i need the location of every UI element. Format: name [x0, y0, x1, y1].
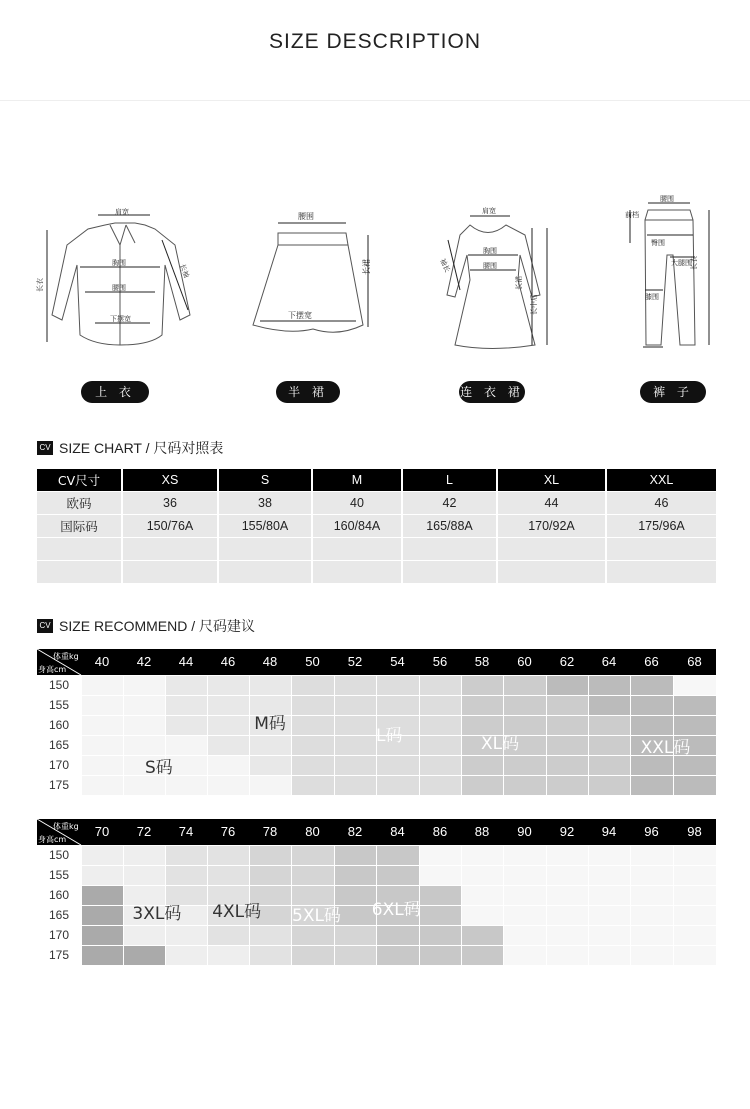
size-zone-label: XXL码: [640, 738, 691, 758]
weight-header-cell: 78: [262, 824, 278, 839]
weight-header-cell: 46: [220, 654, 236, 669]
recommend-cell: [589, 946, 630, 965]
recommend-cell: [292, 696, 334, 715]
weight-header-cell: 68: [687, 654, 702, 669]
table-row: [37, 538, 716, 561]
recommend-cell: [82, 926, 123, 945]
weight-header-cell: 70: [94, 824, 110, 839]
label-dress-waist: 腰围: [483, 262, 497, 270]
recommend-cell: [674, 926, 716, 945]
recommend-cell: [589, 866, 630, 885]
recommend-cell: [504, 926, 546, 945]
table-row: [37, 561, 716, 584]
recommend-cell: [589, 776, 630, 795]
corner-diagonal: [37, 649, 81, 675]
recommend-cell: [166, 776, 207, 795]
recommend-cell: [82, 736, 123, 755]
recommend-cell: [462, 926, 503, 945]
recommend-cell: [631, 886, 673, 905]
label-pants-hip: 臀围: [651, 239, 665, 247]
weight-header-cell: 96: [644, 824, 659, 839]
recommend-cell: [504, 866, 546, 885]
recommend-cell: [547, 776, 588, 795]
weight-header-cell: 72: [136, 824, 152, 839]
cv-badge: CV: [37, 441, 53, 455]
recommend-cell: [377, 756, 419, 775]
weight-header-cell: 86: [432, 824, 448, 839]
recommend-cell: [124, 676, 165, 695]
recommend-cell: [589, 906, 630, 925]
label-pants-waist: 腰围: [660, 195, 674, 203]
recommend-cell: [166, 676, 207, 695]
label-dress-shoulder: 肩宽: [482, 207, 496, 215]
table-cell: 160/84A: [312, 515, 402, 538]
recommend-cell: [589, 756, 630, 775]
recommend-cell: [377, 846, 419, 865]
size-zone-label: 4XL码: [212, 902, 262, 922]
recommend-cell: [547, 866, 588, 885]
recommend-cell: [674, 776, 716, 795]
cv-badge: CV: [37, 619, 53, 633]
recommend-cell: [292, 716, 334, 735]
recommend-cell: [166, 926, 207, 945]
recommend-cell: [547, 926, 588, 945]
weight-header-cell: 92: [559, 824, 575, 839]
recommend-cell: [420, 696, 461, 715]
label-dress-backlength: 长中后: [530, 294, 538, 315]
recommend-cell: [547, 756, 588, 775]
weight-header-cell: 94: [601, 824, 617, 839]
recommend-cell: [420, 676, 461, 695]
header-divider: [0, 100, 750, 101]
height-row-label: 150: [48, 848, 70, 862]
recommend-cell: [631, 906, 673, 925]
recommend-cell: [462, 886, 503, 905]
recommend-cell: [631, 926, 673, 945]
table-cell: 165/88A: [402, 515, 497, 538]
recommend-cell: [462, 756, 503, 775]
table-cell: 38: [218, 492, 312, 515]
recommend-cell: [292, 676, 334, 695]
table-cell: [497, 561, 606, 584]
recommend-cell: [208, 716, 249, 735]
recommend-cell: [674, 756, 716, 775]
recommend-cell: [462, 696, 503, 715]
recommend-cell: [208, 866, 249, 885]
header-cell: CV尺寸: [37, 469, 122, 492]
page-title: SIZE DESCRIPTION: [268, 30, 482, 53]
recommend-cell: [462, 866, 503, 885]
weight-header-cell: 98: [687, 824, 702, 839]
label-waist: 腰围: [112, 284, 126, 292]
recommend-cell: [589, 886, 630, 905]
recommend-cell: [335, 776, 376, 795]
recommend-cell: [335, 696, 376, 715]
weight-header-cell: 48: [262, 654, 278, 669]
recommend-cell: [631, 946, 673, 965]
shirt-diagram: [36, 205, 200, 355]
recommend-cell: [547, 906, 588, 925]
recommend-cell: [335, 736, 376, 755]
label-skirt-length: 长裙: [362, 259, 371, 275]
table-cell: [218, 561, 312, 584]
recommend-cell: [124, 866, 165, 885]
table-cell: 40: [312, 492, 402, 515]
weight-header-cell: 50: [305, 654, 320, 669]
label-pants-rise: 前档: [625, 211, 639, 219]
recommend-cell: [504, 886, 546, 905]
label-pants-length: 长衣: [690, 256, 698, 270]
recommend-cell: [166, 696, 207, 715]
corner-height-label: 身高cm: [38, 835, 67, 844]
recommend-cell: [335, 926, 376, 945]
recommend-cell: [420, 716, 461, 735]
recommend-cell: [166, 716, 207, 735]
recommend-cell: [674, 676, 716, 695]
table-cell: [312, 538, 402, 561]
tab-dress[interactable]: 连 衣 裙: [459, 381, 525, 403]
recommend-cell: [589, 716, 630, 735]
table-cell: [402, 561, 497, 584]
weight-header-cell: 52: [347, 654, 363, 669]
weight-header-cell: 44: [178, 654, 194, 669]
recommend-cell: [250, 756, 291, 775]
recommend-cell: [250, 926, 291, 945]
recommend-cell: [547, 886, 588, 905]
table-cell: 36: [122, 492, 218, 515]
tab-tops[interactable]: 上 衣: [81, 381, 149, 403]
table-cell: 欧码: [37, 492, 122, 515]
table-cell: 170/92A: [497, 515, 606, 538]
size-zone-label: L码: [376, 726, 403, 746]
recommend-cell: [674, 696, 716, 715]
recommend-cell: [124, 716, 165, 735]
height-row-label: 170: [48, 928, 70, 942]
recommend-cell: [292, 866, 334, 885]
recommend-cell: [631, 866, 673, 885]
recommend-cell: [335, 716, 376, 735]
header-cell: XXL: [606, 469, 716, 492]
recommend-cell: [462, 906, 503, 925]
weight-header-cell: 64: [601, 654, 617, 669]
label-skirt-hem: 下摆宽: [288, 311, 312, 320]
recommend-cell: [504, 696, 546, 715]
table-cell: 44: [497, 492, 606, 515]
recommend-cell: [292, 926, 334, 945]
recommend-cell: [462, 846, 503, 865]
table-cell: 42: [402, 492, 497, 515]
height-row-label: 165: [48, 738, 70, 752]
pants-illustration: [615, 195, 715, 355]
weight-header-cell: 74: [178, 824, 194, 839]
size-recommend-heading: [37, 617, 255, 635]
pants-diagram: [615, 195, 715, 355]
recommend-cell: [462, 946, 503, 965]
recommend-cell: [589, 736, 630, 755]
recommend-cell: [166, 946, 207, 965]
recommend-cell: [547, 946, 588, 965]
recommend-cell: [547, 676, 588, 695]
skirt-illustration: [248, 205, 388, 350]
recommend-cell: [124, 926, 165, 945]
corner-cell: [37, 819, 81, 845]
height-row-label: 175: [48, 948, 70, 962]
recommend-cell: [208, 736, 249, 755]
corner-height-label: 身高cm: [38, 665, 67, 674]
recommend-cell: [377, 866, 419, 885]
recommend-cell: [208, 696, 249, 715]
weight-header-cell: 80: [305, 824, 320, 839]
weight-header-cell: 82: [347, 824, 363, 839]
corner-cell: [37, 649, 81, 675]
size-zone-label: 6XL码: [371, 900, 421, 920]
recommend-cell: [208, 756, 249, 775]
recommend-cell: [82, 676, 123, 695]
table-cell: [37, 538, 122, 561]
recommend-cell: [504, 906, 546, 925]
recommend-cell: [377, 776, 419, 795]
recommend-cell: [674, 946, 716, 965]
table-cell: [497, 538, 606, 561]
weight-header-cell: 90: [517, 824, 532, 839]
table-row: [37, 492, 716, 515]
height-row-label: 175: [48, 778, 70, 792]
label-pants-thigh: 大腿围: [671, 259, 692, 267]
recommend-cell: [82, 776, 123, 795]
tab-skirt[interactable]: 半 裙: [276, 381, 340, 403]
table-cell: [122, 538, 218, 561]
recommend-cell: [335, 866, 376, 885]
weight-header-cell: 88: [474, 824, 490, 839]
shirt-illustration: [36, 205, 200, 355]
label-hem: 下摆宽: [110, 315, 131, 323]
recommend-cell: [292, 776, 334, 795]
recommend-cell: [420, 846, 461, 865]
size-zone-label: S码: [145, 758, 173, 778]
label-sleeve: 长袖: [178, 262, 191, 279]
recommend-cell: [631, 776, 673, 795]
recommend-cell: [124, 696, 165, 715]
recommend-cell: [208, 776, 249, 795]
recommend-cell: [420, 776, 461, 795]
weight-header-cell: 60: [517, 654, 532, 669]
size-chart-heading: [37, 439, 223, 457]
table-cell: 175/96A: [606, 515, 716, 538]
label-dress-length: 长裙: [515, 276, 523, 290]
recommend-cell: [674, 906, 716, 925]
table-cell: 155/80A: [218, 515, 312, 538]
recommend-cell: [335, 946, 376, 965]
recommend-cell: [504, 776, 546, 795]
recommend-cell: [377, 676, 419, 695]
weight-header-cell: 42: [136, 654, 152, 669]
table-cell: [218, 538, 312, 561]
recommend-cell: [462, 676, 503, 695]
recommend-cell: [420, 926, 461, 945]
recommend-cell: [631, 846, 673, 865]
recommend-cell: [82, 716, 123, 735]
label-dress-chest: 胸围: [483, 247, 497, 255]
recommend-cell: [250, 846, 291, 865]
recommend-cell: [82, 906, 123, 925]
height-row-label: 155: [48, 698, 70, 712]
recommend-cell: [250, 866, 291, 885]
recommend-cell: [547, 716, 588, 735]
recommend-cell: [547, 736, 588, 755]
recommend-cell: [124, 776, 165, 795]
recommend-cell: [82, 846, 123, 865]
table-cell: [606, 538, 716, 561]
recommend-cell: [250, 946, 291, 965]
table-cell: [402, 538, 497, 561]
label-skirt-waist: 腰围: [298, 212, 314, 221]
recommend-cell: [547, 696, 588, 715]
size-zone-label: 5XL码: [292, 906, 341, 926]
recommend-cell: [674, 886, 716, 905]
weight-header-cell: 58: [474, 654, 490, 669]
height-row-label: 165: [48, 908, 70, 922]
recommend-cell: [631, 696, 673, 715]
height-row-label: 160: [48, 888, 70, 902]
recommend-cell: [292, 736, 334, 755]
recommend-cell: [208, 946, 249, 965]
label-dress-sleeve: 袖长: [438, 257, 452, 274]
recommend-cell: [335, 886, 376, 905]
recommend-cell: [674, 866, 716, 885]
height-row-label: 170: [48, 758, 70, 772]
size-chart-title: SIZE CHART / 尺码对照表: [59, 440, 224, 456]
recommend-cell: [589, 676, 630, 695]
table-cell: [606, 561, 716, 584]
recommend-cell: [250, 776, 291, 795]
header-cell: L: [402, 469, 497, 492]
label-shoulder: 肩宽: [115, 208, 129, 216]
recommend-cell: [250, 676, 291, 695]
header-cell: M: [312, 469, 402, 492]
header-cell: S: [218, 469, 312, 492]
recommend-cell: [335, 846, 376, 865]
size-zone-label: M码: [254, 714, 286, 734]
size-chart-table: [37, 469, 716, 584]
table-cell: 46: [606, 492, 716, 515]
height-row-label: 155: [48, 868, 70, 882]
label-pants-knee: 膝围: [645, 293, 659, 301]
recommend-cell: [166, 846, 207, 865]
weight-header-cell: 62: [559, 654, 575, 669]
recommend-cell: [292, 756, 334, 775]
recommend-cell: [377, 946, 419, 965]
corner-weight-label: 体重kg: [53, 652, 79, 661]
recommend-cell: [250, 736, 291, 755]
recommend-cell: [420, 866, 461, 885]
recommend-cell: [292, 846, 334, 865]
recommend-cell: [462, 776, 503, 795]
recommend-cell: [547, 846, 588, 865]
table-cell: [37, 561, 122, 584]
dress-illustration: [430, 200, 555, 355]
recommend-cell: [377, 696, 419, 715]
recommend-cell: [82, 696, 123, 715]
weight-header-cell: 66: [644, 654, 659, 669]
recommend-cell: [124, 946, 165, 965]
table-cell: [312, 561, 402, 584]
recommend-cell: [504, 676, 546, 695]
recommend-cell: [420, 906, 461, 925]
skirt-diagram: [248, 205, 388, 350]
header-cell: XL: [497, 469, 606, 492]
recommend-cell: [420, 886, 461, 905]
recommend-cell: [674, 846, 716, 865]
recommend-cell: [504, 846, 546, 865]
recommend-cell: [631, 676, 673, 695]
recommend-cell: [420, 946, 461, 965]
recommend-cell: [335, 676, 376, 695]
size-recommend-title: SIZE RECOMMEND / 尺码建议: [59, 618, 256, 634]
recommend-cell: [589, 846, 630, 865]
recommend-cell: [420, 736, 461, 755]
weight-header-cell: 40: [94, 654, 110, 669]
recommend-cell: [335, 906, 376, 925]
recommend-cell: [82, 946, 123, 965]
dress-diagram: [430, 200, 555, 355]
weight-header-cell: 76: [220, 824, 236, 839]
recommend-cell: [631, 756, 673, 775]
recommend-cell: [208, 676, 249, 695]
weight-header-cell: 54: [390, 654, 405, 669]
size-zone-label: XL码: [481, 734, 520, 754]
corner-diagonal: [37, 819, 81, 845]
recommend-cell: [504, 756, 546, 775]
recommend-cell: [335, 756, 376, 775]
recommend-cell: [377, 926, 419, 945]
size-chart-header: [37, 469, 716, 492]
size-zone-label: 3XL码: [132, 904, 182, 924]
weight-header-cell: 56: [432, 654, 448, 669]
recommend-table-1: [37, 649, 716, 795]
label-length: 长衣: [36, 278, 44, 292]
recommend-table-2: [37, 819, 716, 965]
corner-weight-label: 体重kg: [53, 822, 79, 831]
height-row-label: 160: [48, 718, 70, 732]
recommend-cell: [82, 866, 123, 885]
recommend-cell: [166, 866, 207, 885]
recommend-cell: [420, 756, 461, 775]
table-cell: 150/76A: [122, 515, 218, 538]
label-chest: 胸围: [112, 259, 126, 267]
table-cell: 国际码: [37, 515, 122, 538]
recommend-cell: [82, 756, 123, 775]
recommend-cell: [208, 846, 249, 865]
table-cell: [122, 561, 218, 584]
recommend-cell: [208, 926, 249, 945]
recommend-cell: [589, 926, 630, 945]
tab-pants[interactable]: 裤 子: [640, 381, 706, 403]
recommend-cell: [504, 946, 546, 965]
recommend-cell: [589, 696, 630, 715]
recommend-cell: [124, 846, 165, 865]
recommend-cell: [82, 886, 123, 905]
header-cell: XS: [122, 469, 218, 492]
weight-header-cell: 84: [390, 824, 405, 839]
recommend-cell: [292, 946, 334, 965]
height-row-label: 150: [48, 678, 70, 692]
table-row: [37, 515, 716, 538]
